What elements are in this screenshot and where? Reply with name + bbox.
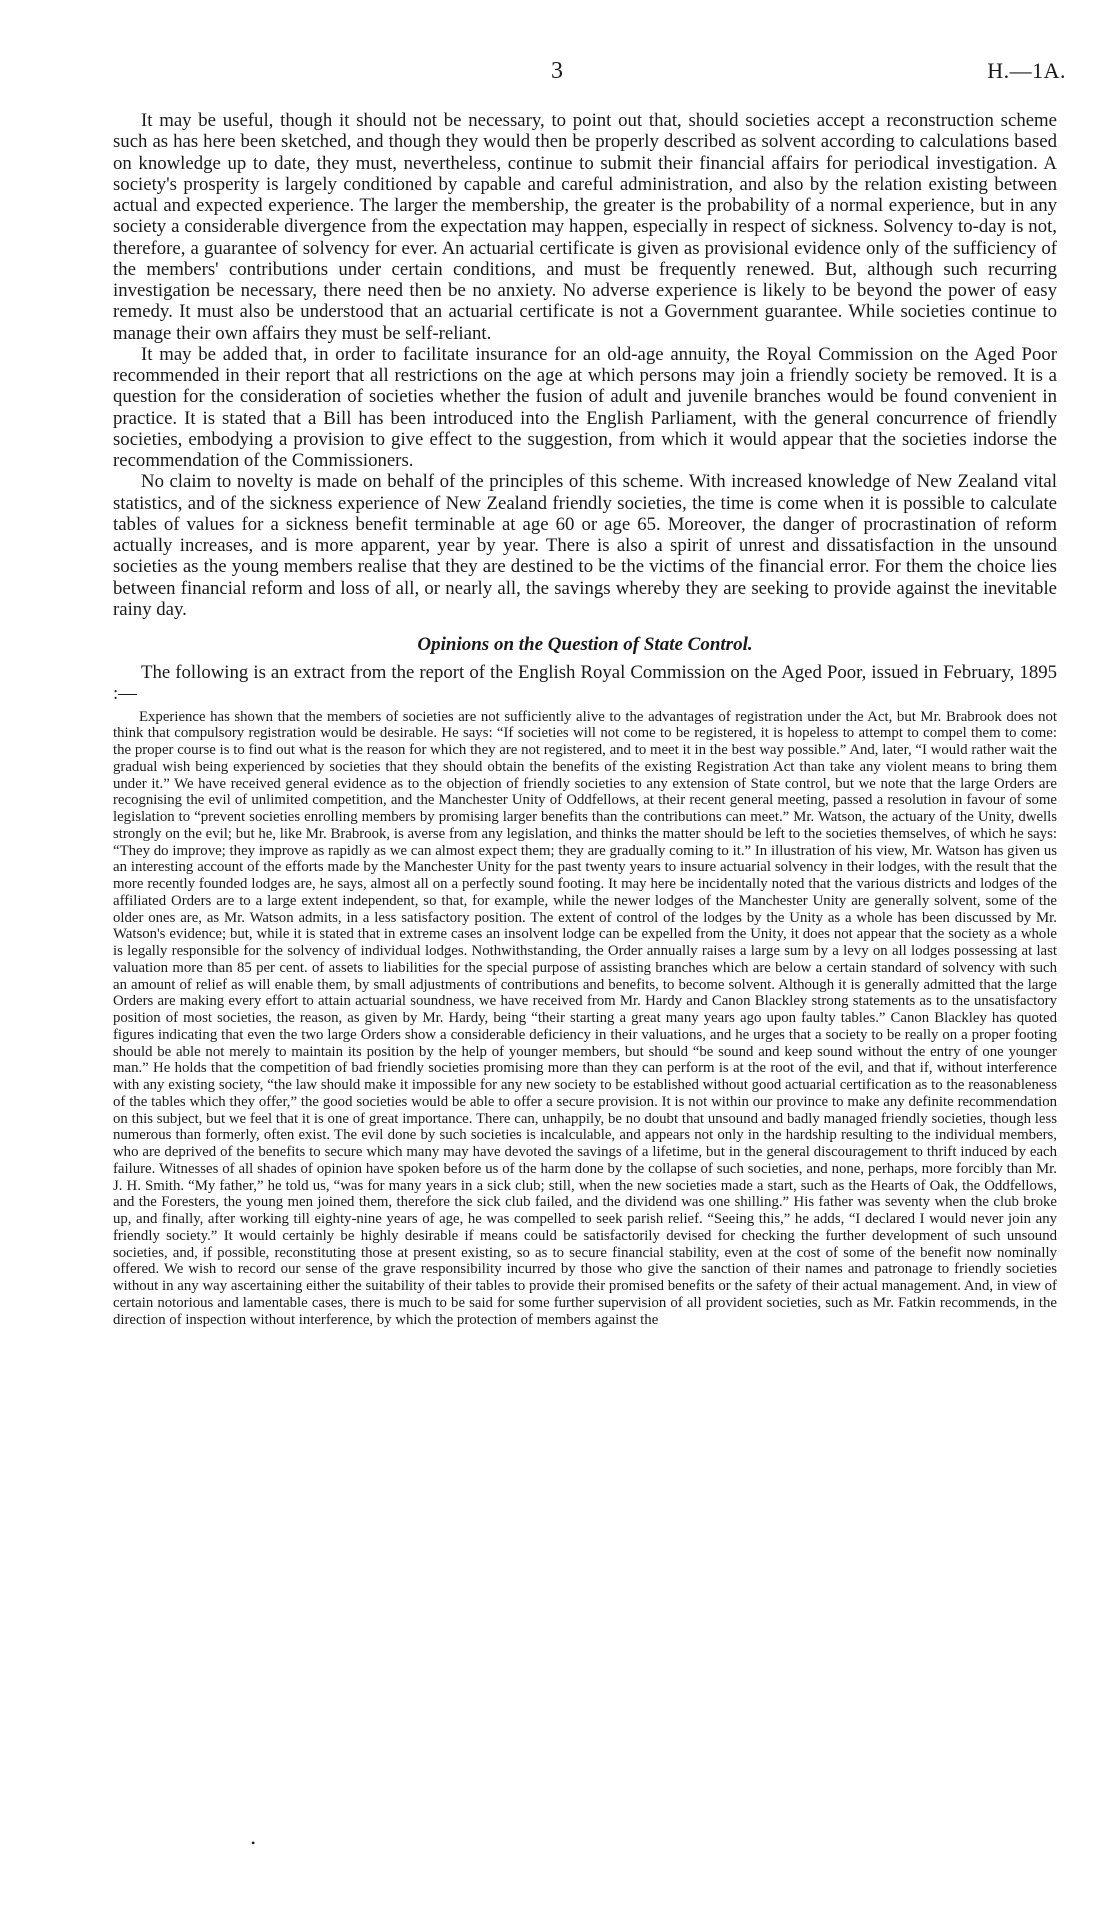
paragraph-old-age-annuity: It may be added that, in order to facilitate insurance for an old-age annuity, the Royal Commission on the Aged Poor recommended in their report that all restrictions on the age at which persons may join a friendly society be removed. It is a question for the consideration of societies whether the fusion of adult and juvenile branches would be found convenient in practice. It is stated that a Bill has been introduced into the English Parliament, with the general concurrence of friendly societies, embodying a provision to give effect to the suggestion, from which it would appear that the societies indorse the recommendation of the Commissioners.: [113, 343, 1057, 471]
royal-commission-extract: Experience has shown that the members of societies are not sufficiently alive to the advantages of registration under the Act, but Mr. Brabrook does not think that compulsory registration would be desirable. He says: “If societies will not come to be registered, it is hopeless to attempt to compel them to come: the proper course is to find out what is the reason for which they are not registered, and to meet it in the best way possible.” And, later, “I would rather wait the gradual wish being experienced by societies that they should obtain the benefits of the existing Registration Act than take any violent means to bring them under it.” We have received general evidence as to the objection of friendly societies to any extension of State control, but we note that the large Orders are recognising the evil of unlimited competition, and the Manchester Unity of Oddfellows, at their recent general meeting, passed a resolution in favour of some legislation to “prevent societies enrolling members by promising larger benefits than the contributions can meet.” Mr. Watson, the actuary of the Unity, dwells strongly on the evil; but he, like Mr. Brabrook, is averse from any legislation, and thinks the matter should be left to the societies themselves, of which he says: “They do improve; they improve as rapidly as we can almost expect them; they are gradually coming to it.” In illustration of his view, Mr. Watson has given us an interesting account of the efforts made by the Manchester Unity for the past twenty years to insure actuarial solvency in their lodges, with the result that the more recently founded lodges are, he says, almost all on a perfectly sound footing. It may here be incidentally noted that the various districts and lodges of the affiliated Orders are to a large extent independent, so that, for example, while the newer lodges of the Manchester Unity are generally solvent, some of the older ones are, as Mr. Watson admits, in a less satisfactory position. The extent of control of the lodges by the Unity as a whole has been discussed by Mr. Watson's evidence; but, while it is stated that in extreme cases an insolvent lodge can be expelled from the Unity, it does not appear that the society as a whole is legally responsible for the solvency of individual lodges. Nothwithstanding, the Order annually raises a large sum by a levy on all lodges possessing at last valuation more than 85 per cent. of assets to liabilities for the special purpose of assisting branches which are below a certain standard of solvency with such an amount of relief as will enable them, by small adjustments of contributions and benefits, to become solvent. Although it is generally admitted that the large Orders are making every effort to attain actuarial soundness, we have received from Mr. Hardy and Canon Blackley strong statements as to the unsatisfactory position of most societies, the reason, as given by Mr. Hardy, being “their starting a great many years ago upon faulty tables.” Canon Blackley has quoted figures indicating that even the two large Orders show a considerable deficiency in their valuations, and he urges that a society to be really on a proper footing should be able not merely to maintain its position by the help of younger members, but should “be sound and keep sound without the entry of one younger man.” He holds that the competition of bad friendly societies promising more than they can perform is at the root of the evil, and that if, without interference with any existing society, “the law should make it impossible for any new society to be established without good actuarial certification as to the reasonableness of the tables which they offer,” the good societies would be able to offer a secure provision. It is not within our province to make any definite recommendation on this subject, but we feel that it is one of great importance. There can, unhappily, be no doubt that unsound and badly managed friendly societies, though less numerous than formerly, often exist. The evil done by such societies is incalculable, and appears not only in the hardship resulting to the individual members, who are deprived of the benefits to secure which many may have devoted the savings of a lifetime, but in the general discouragement to thrift induced by each failure. Witnesses of all shades of opinion have spoken before us of the harm done by the collapse of such societies, and none, perhaps, more forcibly than Mr. J. H. Smith. “My father,” he told us, “was for many years in a sick club; still, when the new societies made a start, such as the Hearts of Oak, the Oddfellows, and the Foresters, the young men joined them, therefore the sick club failed, and the dividend was one shilling.” His father was seventy when the club broke up, and finally, after working till eighty-nine years of age, he was compelled to seek parish relief. “Seeing this,” he adds, “I declared I would never join any friendly society.” It would certainly be highly desirable if means could be satisfactorily devised for checking the further development of such unsound societies, and, if possible, reconstituting those at present existing, so as to secure financial stability, even at the cost of some of the benefit now nominally offered. We wish to record our sense of the grave responsibility incurred by those who give the sanction of their names and patronage to friendly societies without in any way ascertaining either the suitability of their tables to provide their promised benefits or the safety of their actual management. And, in view of certain notorious and lamentable cases, there is much to be said for some further supervision of all provident societies, such as Mr. Fatkin recommends, in the direction of inspection without interference, by which the protection of members against the: [113, 708, 1057, 1328]
document-reference: H.—1A.: [987, 58, 1066, 83]
section-heading: Opinions on the Question of State Control.: [417, 634, 753, 655]
paragraph-novelty: No claim to novelty is made on behalf of the principles of this scheme. With increased knowledge of New Zealand vital statistics, and of the sickness experience of New Zealand friendly societies, the time is come when it is possible to calculate tables of values for a sickness benefit terminable at age 60 or age 65. Moreover, the danger of procrastination of reform actually increases, and is more apparent, year by year. There is also a spirit of unrest and dissatisfaction in the unsound societies as the young members realise that they are destined to be the victims of the financial error. For them the choice lies between financial reform and loss of all, or nearly all, the savings whereby they are seeking to provide against the inevitable rainy day.: [113, 471, 1057, 620]
footer-mark: •: [251, 1836, 256, 1850]
paragraph-reconstruction: It may be useful, though it should not be necessary, to point out that, should societies accept a reconstruction scheme such as has here been sketched, and though they would then be properly described as solvent according to calculations based on knowledge up to date, they must, nevertheless, continue to submit their financial affairs for periodical investigation. A society's prosperity is largely conditioned by capable and careful administration, and also by the relation existing between actual and expected experience. The larger the membership, the greater is the probability of a normal experience, but in any society a considerable divergence from the expectation may happen, especially in respect of sickness. Solvency to-day is not, therefore, a guarantee of solvency for ever. An actuarial certificate is given as provisional evidence only of the sufficiency of the members' contributions under certain conditions, and must be frequently renewed. But, although such recurring investigation be necessary, there need then be no anxiety. No adverse experience is likely to be beyond the power of easy remedy. It must also be understood that an actuarial certificate is not a Government guarantee. While societies continue to manage their own affairs they must be self-reliant.: [113, 110, 1057, 344]
page-header: [0, 58, 1114, 88]
page-content: [113, 110, 1057, 1328]
page-number: 3: [551, 58, 563, 84]
extract-intro: The following is an extract from the report of the English Royal Commission on the Aged Poor, issued in February, 1895 :—: [113, 662, 1057, 705]
